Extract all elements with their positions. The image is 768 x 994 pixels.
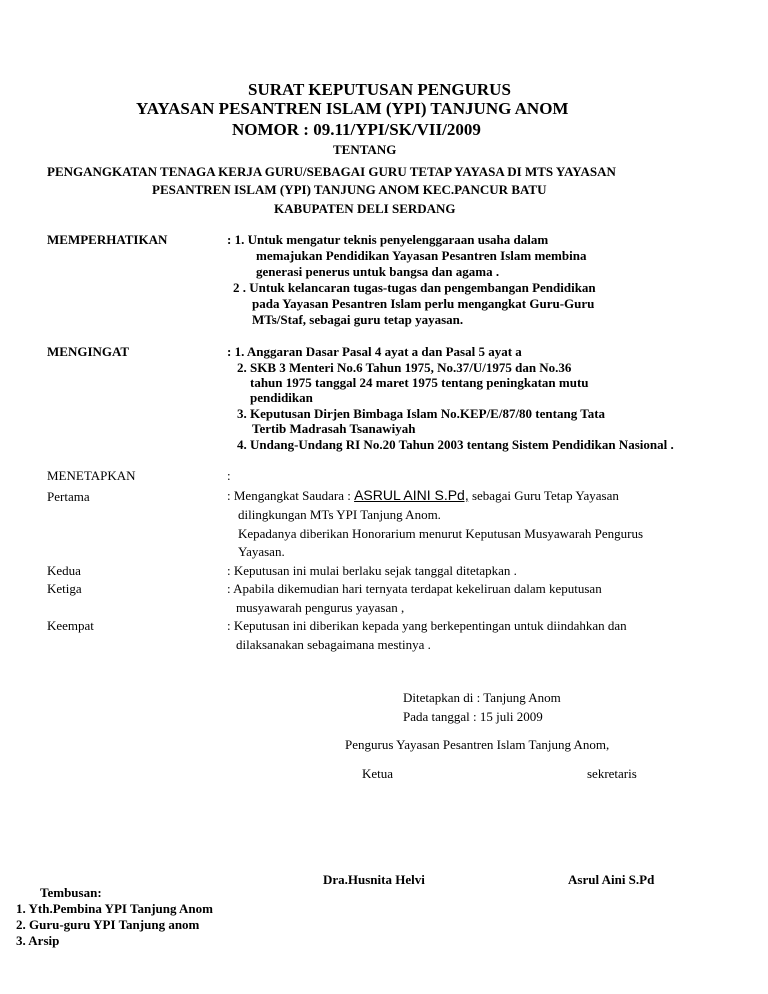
- ketiga-line-1: : Apabila dikemudian hari ternyata terdapat kekeliruan dalam keputusan: [227, 581, 602, 596]
- kedua-label: Kedua: [47, 563, 81, 578]
- menetapkan-label: MENETAPKAN: [47, 468, 136, 483]
- keempat-label: Keempat: [47, 618, 94, 633]
- pertama-line-3: Kepadanya diberikan Honorarium menurut Keputusan Musyawarah Pengurus: [238, 526, 644, 541]
- ketiga-line-2: musyawarah pengurus yayasan ,: [236, 600, 405, 615]
- place-of-issue: Ditetapkan di : Tanjung Anom: [403, 690, 561, 705]
- keempat-line-2: dilaksanakan sebagaimana mestinya .: [236, 637, 431, 652]
- signing-organization: Pengurus Yayasan Pesantren Islam Tanjung Anom,: [345, 737, 610, 752]
- appointee-name: ASRUL AINI S.Pd,: [354, 487, 469, 503]
- pertama-line-4: Yayasan.: [238, 544, 285, 559]
- sekretaris-name: Asrul Aini S.Pd: [568, 872, 655, 887]
- kedua-text: : Keputusan ini mulai berlaku sejak tanggal ditetapkan .: [227, 563, 517, 578]
- mengingat-label: MENGINGAT: [47, 344, 130, 359]
- pertama-text: : Mengangkat Saudara : ASRUL AINI S.Pd, sebagai Guru Tetap Yayasan: [227, 487, 619, 503]
- pertama-line-2: dilingkungan MTs YPI Tanjung Anom.: [238, 507, 441, 522]
- memperhatikan-label: MEMPERHATIKAN: [47, 232, 168, 247]
- keempat-line-1: : Keputusan ini diberikan kepada yang berkepentingan untuk diindahkan dan: [227, 618, 627, 633]
- pertama-label: Pertama: [47, 489, 90, 504]
- ketiga-label: Ketiga: [47, 581, 82, 596]
- tembusan-item-3: 3. Arsip: [16, 933, 60, 948]
- sekretaris-title: sekretaris: [587, 766, 637, 781]
- decree-number: NOMOR : 09.11/YPI/SK/VII/2009: [232, 120, 481, 139]
- subject-line-1: PENGANGKATAN TENAGA KERJA GURU/SEBAGAI GURU TETAP YAYASA DI MTS YAYASAN: [47, 164, 616, 179]
- tentang-label: TENTANG: [333, 142, 397, 157]
- menetapkan-colon: :: [227, 468, 231, 483]
- title-line-1: SURAT KEPUTUSAN PENGURUS: [248, 80, 511, 99]
- date-of-issue: Pada tanggal : 15 juli 2009: [403, 709, 543, 724]
- subject-line-3: KABUPATEN DELI SERDANG: [274, 201, 456, 216]
- tembusan-item-2: 2. Guru-guru YPI Tanjung anom: [16, 917, 200, 932]
- tembusan-title: Tembusan:: [40, 885, 102, 900]
- subject-line-2: PESANTREN ISLAM (YPI) TANJUNG ANOM KEC.PANCUR BATU: [152, 182, 547, 197]
- tembusan-item-1: 1. Yth.Pembina YPI Tanjung Anom: [16, 901, 213, 916]
- ketua-title: Ketua: [362, 766, 394, 781]
- ketua-name: Dra.Husnita Helvi: [323, 872, 425, 887]
- title-line-2: YAYASAN PESANTREN ISLAM (YPI) TANJUNG ANOM: [136, 99, 569, 118]
